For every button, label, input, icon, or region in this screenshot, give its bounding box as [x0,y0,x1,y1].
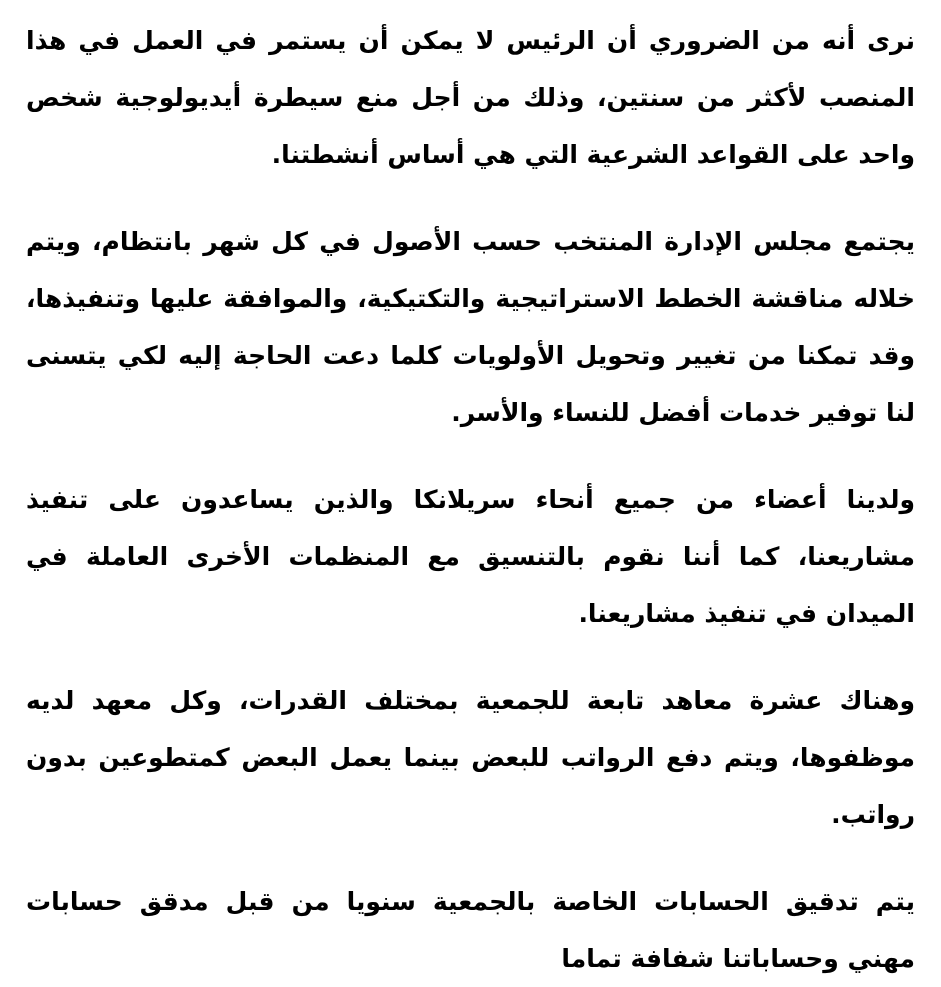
paragraph-members: ولدينا أعضاء من جميع أنحاء سريلانكا والذين يساعدون على تنفيذ مشاريعنا، كما أننا نقوم بالتنسيق مع المنظمات الأخرى العاملة في الميدان في تنفيذ مشاريعنا. [26,485,915,628]
paragraph-accounts-audit: يتم تدقيق الحسابات الخاصة بالجمعية سنويا من قبل مدقق حسابات مهني وحساباتنا شفافة تماما [26,887,915,973]
paragraph-board-meetings: يجتمع مجلس الإدارة المنتخب حسب الأصول في كل شهر بانتظام، ويتم خلاله مناقشة الخطط الاستراتيجية والتكتيكية، والموافقة عليها وتنفيذها، وقد تمكنا من تغيير وتحويل الأولويات كلما دعت الحاجة إليه لكي يتسنى لنا توفير خدمات أفضل للنساء والأسر. [26,227,915,427]
paragraph-institutes: وهناك عشرة معاهد تابعة للجمعية بمختلف القدرات، وكل معهد لديه موظفوها، ويتم دفع الرواتب للبعض بينما يعمل البعض كمتطوعين بدون رواتب. [26,686,915,829]
paragraph-president-term: نرى أنه من الضروري أن الرئيس لا يمكن أن يستمر في العمل في هذا المنصب لأكثر من سنتين، وذلك من أجل منع سيطرة أيديولوجية شخص واحد على القواعد الشرعية التي هي أساس أنشطتنا. [26,26,915,169]
